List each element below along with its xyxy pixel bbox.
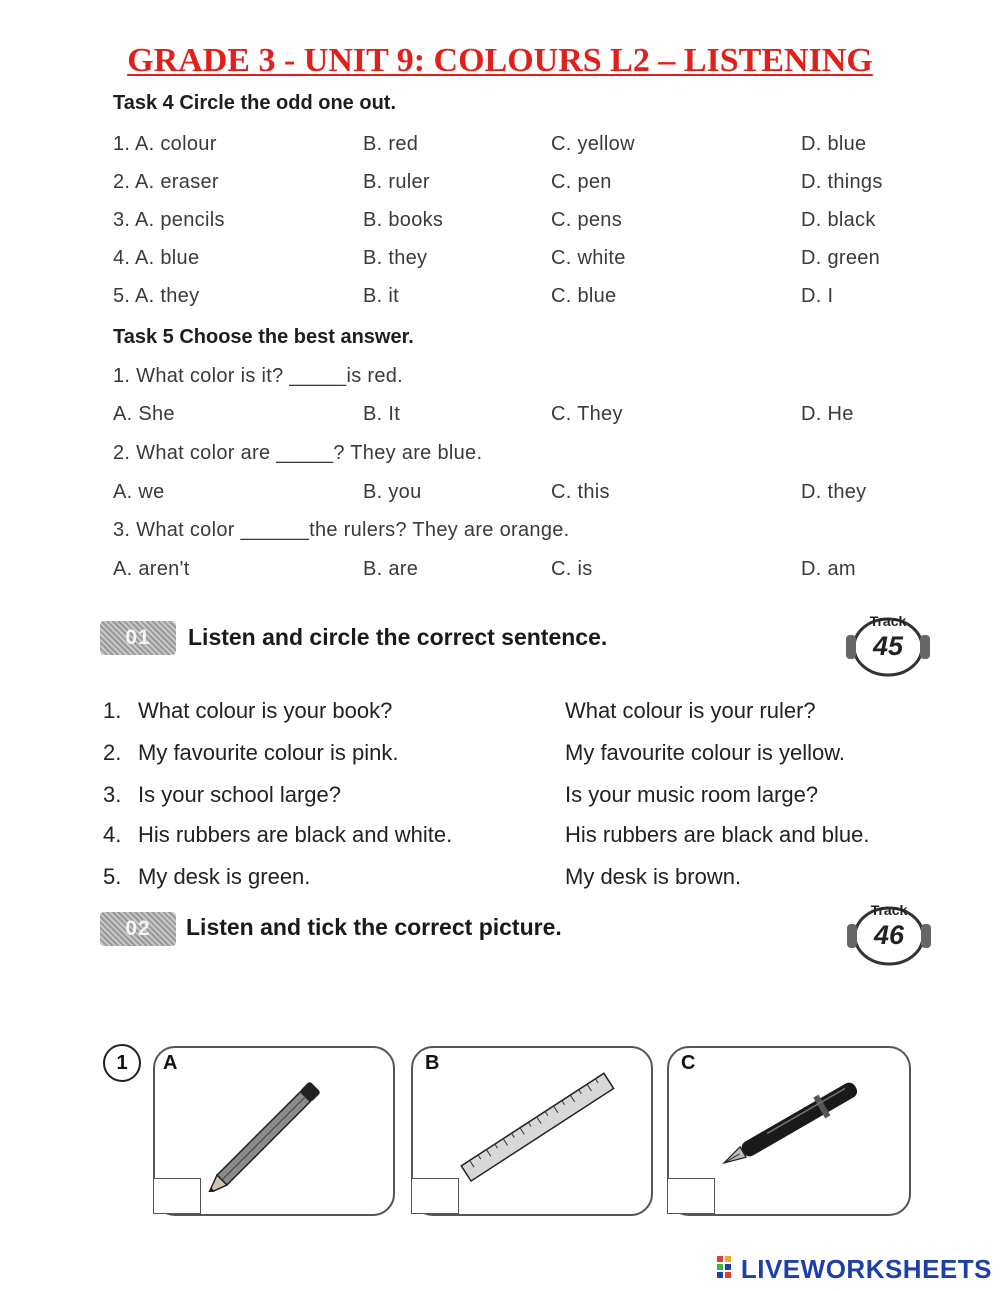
section-badge-01: 01 bbox=[100, 621, 176, 655]
task4-option[interactable]: D. black bbox=[801, 209, 876, 231]
task4-option[interactable]: D. things bbox=[801, 171, 883, 193]
task4-option[interactable]: C. pen bbox=[551, 171, 612, 193]
item-number-circle: 1 bbox=[103, 1044, 141, 1082]
task5-option[interactable]: B. It bbox=[363, 403, 401, 425]
task4-option[interactable]: D. I bbox=[801, 285, 834, 307]
track-number: 46 bbox=[873, 920, 905, 950]
task5-option[interactable]: A. we bbox=[113, 481, 165, 503]
task5-option[interactable]: D. He bbox=[801, 403, 854, 425]
task5-question-2: 2. What color are _____? They are blue. bbox=[113, 442, 483, 464]
task4-option[interactable]: D. green bbox=[801, 247, 881, 269]
task4-option[interactable]: D. blue bbox=[801, 133, 867, 155]
task4-option[interactable]: 3. A. pencils bbox=[113, 209, 225, 231]
section1-heading: Listen and circle the correct sentence. bbox=[188, 624, 608, 650]
section-badge-02: 02 bbox=[100, 912, 176, 946]
card-letter: A bbox=[163, 1052, 178, 1074]
sentence-option-b[interactable]: Is your music room large? bbox=[565, 782, 819, 807]
task4-option[interactable]: C. pens bbox=[551, 209, 623, 231]
task4-option[interactable]: C. white bbox=[551, 247, 626, 269]
sentence-option-a[interactable]: My favourite colour is pink. bbox=[138, 740, 399, 765]
task4-option[interactable]: 1. A. colour bbox=[113, 133, 217, 155]
sentence-option-a[interactable]: Is your school large? bbox=[138, 782, 341, 807]
sentence-option-a[interactable]: My desk is green. bbox=[138, 864, 311, 889]
track-number: 45 bbox=[872, 631, 904, 661]
sentence-number: 4. bbox=[103, 822, 122, 847]
sentence-number: 2. bbox=[103, 740, 122, 765]
sentence-option-b[interactable]: My desk is brown. bbox=[565, 864, 742, 889]
track-badge-45[interactable] bbox=[842, 605, 934, 677]
task5-option[interactable]: B. you bbox=[363, 481, 422, 503]
track-label: Track bbox=[870, 902, 908, 918]
sentence-option-a[interactable]: His rubbers are black and white. bbox=[138, 822, 453, 847]
task5-option[interactable]: B. are bbox=[363, 558, 419, 580]
task5-question-1: 1. What color is it? _____is red. bbox=[113, 365, 404, 387]
task4-option[interactable]: 4. A. blue bbox=[113, 247, 200, 269]
section2-heading: Listen and tick the correct picture. bbox=[186, 914, 562, 940]
ruler-icon bbox=[453, 1068, 623, 1188]
picture-card-c[interactable] bbox=[667, 1046, 911, 1216]
liveworksheets-logo[interactable] bbox=[717, 1254, 992, 1285]
task4-option[interactable]: B. books bbox=[363, 209, 444, 231]
page-title: GRADE 3 - UNIT 9: COLOURS L2 – LISTENING bbox=[127, 42, 873, 79]
task4-option[interactable]: C. yellow bbox=[551, 133, 635, 155]
tick-box[interactable] bbox=[411, 1178, 459, 1214]
card-letter: C bbox=[681, 1052, 696, 1074]
task4-option[interactable]: B. red bbox=[363, 133, 419, 155]
task5-option[interactable]: C. is bbox=[551, 558, 593, 580]
task4-option[interactable]: 5. A. they bbox=[113, 285, 200, 307]
sentence-option-a[interactable]: What colour is your book? bbox=[138, 698, 393, 723]
pencil-icon bbox=[195, 1062, 355, 1192]
task4-heading: Task 4 Circle the odd one out. bbox=[113, 92, 397, 114]
liveworksheets-mark-icon bbox=[717, 1256, 739, 1282]
task4-option[interactable]: B. it bbox=[363, 285, 399, 307]
tick-box[interactable] bbox=[153, 1178, 201, 1214]
task5-question-3: 3. What color ______the rulers? They are orange. bbox=[113, 519, 570, 541]
task5-option[interactable]: C. this bbox=[551, 481, 610, 503]
task5-option[interactable]: C. They bbox=[551, 403, 623, 425]
sentence-number: 1. bbox=[103, 698, 122, 723]
logo-text: LIVEWORKSHEETS bbox=[740, 1254, 992, 1284]
task5-option[interactable]: D. am bbox=[801, 558, 856, 580]
task4-option[interactable]: 2. A. eraser bbox=[113, 171, 219, 193]
task4-option[interactable]: C. blue bbox=[551, 285, 617, 307]
task4-option[interactable]: B. ruler bbox=[363, 171, 430, 193]
tick-box[interactable] bbox=[667, 1178, 715, 1214]
task5-option[interactable]: A. aren't bbox=[113, 558, 190, 580]
picture-card-a[interactable] bbox=[153, 1046, 395, 1216]
task4-option[interactable]: B. they bbox=[363, 247, 428, 269]
sentence-number: 3. bbox=[103, 782, 122, 807]
task5-option[interactable]: D. they bbox=[801, 481, 867, 503]
task5-option[interactable]: A. She bbox=[113, 403, 175, 425]
sentence-number: 5. bbox=[103, 864, 122, 889]
card-letter: B bbox=[425, 1052, 440, 1074]
track-label: Track bbox=[869, 613, 907, 629]
task5-heading: Task 5 Choose the best answer. bbox=[113, 326, 414, 348]
picture-card-b[interactable] bbox=[411, 1046, 653, 1216]
sentence-option-b[interactable]: My favourite colour is yellow. bbox=[565, 740, 845, 765]
sentence-option-b[interactable]: What colour is your ruler? bbox=[565, 698, 816, 723]
track-badge-46[interactable] bbox=[843, 894, 935, 966]
pen-icon bbox=[705, 1062, 885, 1182]
sentence-option-b[interactable]: His rubbers are black and blue. bbox=[565, 822, 870, 847]
